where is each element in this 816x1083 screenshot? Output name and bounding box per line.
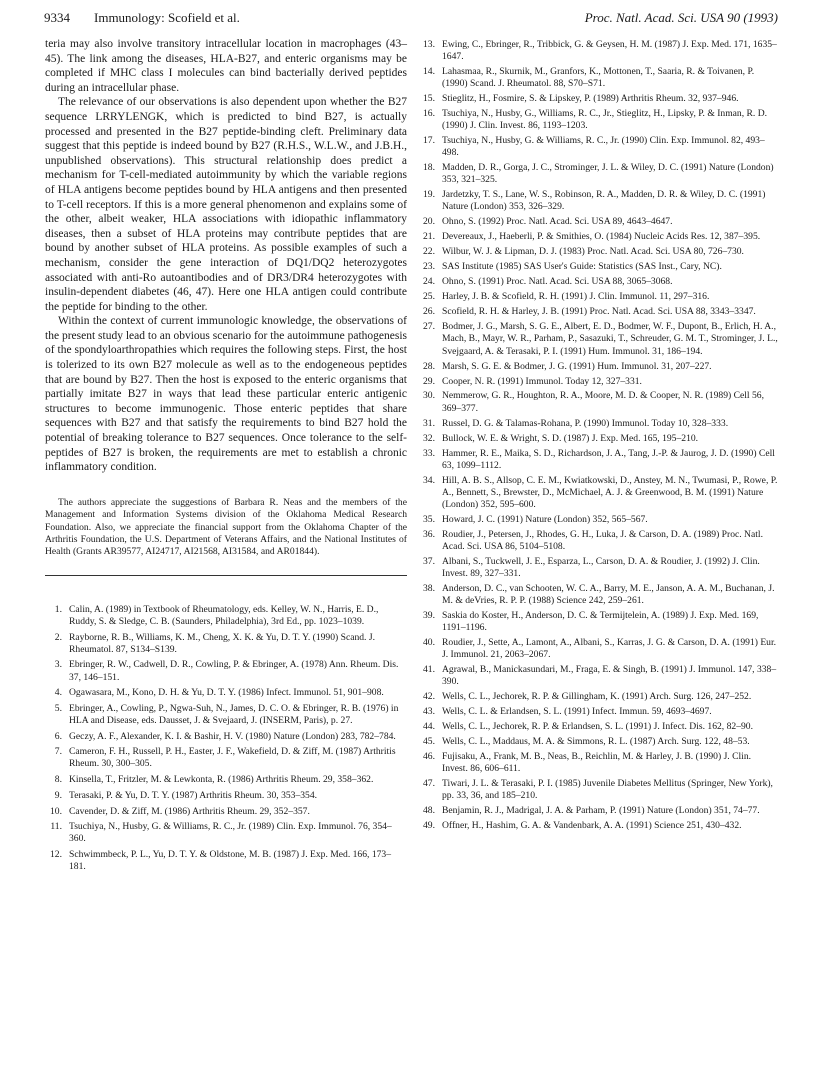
reference-item: [418, 610, 778, 634]
reference-item: [418, 820, 778, 832]
reference-item: [418, 433, 778, 445]
right-column: [418, 39, 778, 835]
reference-text: Wilbur, W. J. & Lipman, D. J. (1983) Proc. Natl. Acad. Sci. USA 80, 726–730.: [442, 246, 744, 258]
reference-number: 6.: [54, 730, 62, 742]
reference-number: 34.: [423, 474, 435, 486]
reference-text: Roudier, J., Petersen, J., Rhodes, G. H., Luka, J. & Carson, D. A. (1989) Proc. Natl. Acad. Sci. USA 86, 5104–5108.: [442, 528, 763, 552]
reference-item: [418, 231, 778, 243]
reference-text: Ohno, S. (1991) Proc. Natl. Acad. Sci. USA 88, 3065–3068.: [442, 276, 673, 288]
reference-item: [45, 774, 407, 786]
reference-number: 49.: [423, 820, 435, 832]
reference-text: Agrawal, B., Manickasundari, M., Fraga, E. & Singh, B. (1991) J. Immunol. 147, 338–390.: [442, 664, 777, 688]
reference-item: [418, 276, 778, 288]
reference-text: Hill, A. B. S., Allsop, C. E. M., Kwiatkowski, D., Anstey, M. N., Twumasi, P., Rowe, P. A., Bennett, S., Brewster, D., McMichael, A. J. & Greenwood, B. M. (1991) Nature (London) 352, 595–600.: [442, 474, 778, 510]
reference-text: Cavender, D. & Ziff, M. (1986) Arthritis Rheum. 29, 352–357.: [69, 805, 310, 817]
reference-number: 13.: [423, 39, 435, 50]
reference-text: Scofield, R. H. & Harley, J. B. (1991) Proc. Natl. Acad. Sci. USA 88, 3343–3347.: [442, 306, 756, 318]
reference-text: Ebringer, A., Cowling, P., Ngwa-Suh, N., James, D. C. O. & Ebringer, R. B. (1976) in HLA and Disease, eds. Dausset, J. & Svejaard, J. (INSERM, Paris), p. 27.: [69, 702, 399, 726]
reference-text: Madden, D. R., Gorga, J. C., Strominger, J. L. & Wiley, D. C. (1991) Nature (London) 353, 321–325.: [442, 162, 774, 186]
reference-number: 18.: [423, 162, 435, 174]
reference-number: 9.: [54, 789, 62, 801]
reference-item: [418, 108, 778, 132]
reference-number: 11.: [50, 821, 62, 833]
reference-item: [418, 321, 778, 357]
reference-text: Russel, D. G. & Talamas-Rohana, P. (1990) Immunol. Today 10, 328–333.: [442, 417, 729, 429]
reference-number: 42.: [423, 691, 435, 703]
reference-text: Roudier, J., Sette, A., Lamont, A., Albani, S., Karras, J. G. & Carson, D. A. (1991) Eur. J. Immunol. 21, 2063–2067.: [442, 637, 777, 661]
reference-number: 27.: [423, 321, 435, 333]
reference-item: [45, 604, 407, 628]
reference-text: SAS Institute (1985) SAS User's Guide: Statistics (SAS Inst., Cary, NC).: [442, 261, 722, 273]
reference-text: Marsh, S. G. E. & Bodmer, J. G. (1991) Hum. Immunol. 31, 207–227.: [442, 360, 712, 372]
reference-item: [418, 664, 778, 688]
reference-text: Cameron, F. H., Russell, P. H., Easter, J. F., Wakefield, D. & Ziff, M. (1987) Arthritis Rheum. 30, 300–305.: [69, 746, 396, 770]
reference-text: Fujisaku, A., Frank, M. B., Neas, B., Reichlin, M. & Harley, J. B. (1990) J. Clin. Invest. 86, 606–611.: [442, 751, 752, 775]
reference-item: [418, 189, 778, 213]
reference-text: Albani, S., Tuckwell, J. E., Esparza, L., Carson, D. A. & Roudier, J. (1992) J. Clin. Invest. 89, 327–331.: [442, 555, 760, 579]
reference-number: 40.: [423, 637, 435, 649]
reference-number: 28.: [423, 360, 435, 372]
reference-item: [45, 731, 407, 743]
reference-text: Devereaux, J., Haeberli, P. & Smithies, O. (1984) Nucleic Acids Res. 12, 387–395.: [442, 231, 761, 243]
acknowledgment: The authors appreciate the suggestions of Barbara R. Neas and the members of the Management and Information Systems division of the Oklahoma Medical Research Foundation. Also, we appreciate the financial support from the Oklahoma Chapter of the Arthritis Foundation, the U.S. Department of Veterans Affairs, and the National Institutes of Health (Grants AR39577, AI24717, AI21568, AI31584, and AR01844).: [45, 496, 407, 558]
reference-item: [418, 721, 778, 733]
reference-item: [418, 556, 778, 580]
reference-text: Ogawasara, M., Kono, D. H. & Yu, D. T. Y. (1986) Infect. Immunol. 51, 901–908.: [69, 687, 384, 699]
running-header: [44, 10, 778, 28]
reference-number: 46.: [423, 751, 435, 763]
reference-number: 7.: [54, 746, 62, 758]
reference-text: Calin, A. (1989) in Textbook of Rheumatology, eds. Kelley, W. N., Harris, E. D., Ruddy, S. & Sledge, C. B. (Saunders, Philadelphia), 3rd Ed., pp. 1023–1039.: [69, 603, 379, 627]
body-paragraph: The relevance of our observations is also dependent upon whether the B27 sequence LRRYLENGK, which is predicted to bind B27, is actually processed and presented in the B27 peptide-binding cleft. Preliminary data suggest that this peptide is indeed bound by B27 (R.H.S., W.L.W., and J.B.H., unpublished observations). This structural relationship does predict a mechanism for T-cell-mediated autoimmunity by which the variable regions of HLA antigens become peptides bound by HLA antigens and then presented to T-cell receptors. If this is a more general phenomenon and explains some of the other, albeit weaker, HLA associations with idiopathic inflammatory diseases, then a subset of HLA proteins may contribute peptides that are bound by another subset of HLA proteins. As possible examples of such a mechanism, consider the gene interaction of DQ1/DQ2 heterozygotes associated with anti-Ro autoantibodies and of DR3/DR4 heterozygotes with insulin-dependent diabetes (46, 47). Here one HLA antigen could contribute the peptide for binding to the other.: [45, 96, 407, 313]
reference-number: 4.: [54, 687, 62, 699]
reference-number: 5.: [54, 702, 62, 714]
reference-item: [418, 39, 778, 63]
reference-text: Hammer, R. E., Maika, S. D., Richardson, J. A., Tang, J.-P. & Jaurog, J. D. (1990) Cell 63, 1099–1112.: [442, 447, 775, 471]
left-column: [45, 37, 407, 877]
reference-number: 45.: [423, 736, 435, 748]
reference-text: Anderson, D. C., van Schooten, W. C. A., Barry, M. E., Janson, A. A. M., Buchanan, J. M. & deVries, R. P. P. (1988) Science 242, 259–261.: [442, 582, 775, 607]
reference-number: 23.: [423, 261, 435, 273]
reference-text: Bodmer, J. G., Marsh, S. G. E., Albert, E. D., Bodmer, W. F., Dupont, B., Erlich, H. A., Mach, B., Mayr, W. R., Parham, P., Sasazuki, T., Schreuder, G. M. T., Strominger, J. L., Svejgaard, A. & Terasaki, P. I. (1991) Hum. Immunol. 31, 186–194.: [442, 321, 778, 357]
reference-item: [45, 632, 407, 656]
reference-number: 25.: [423, 291, 435, 303]
reference-item: [418, 691, 778, 703]
reference-number: 21.: [423, 231, 435, 243]
reference-number: 39.: [423, 610, 435, 621]
reference-number: 1.: [54, 603, 62, 615]
reference-item: [418, 291, 778, 303]
reference-text: Wells, C. L., Jechorek, R. P. & Gillingham, K. (1991) Arch. Surg. 126, 247–252.: [442, 691, 752, 703]
reference-text: Bullock, W. E. & Wright, S. D. (1987) J. Exp. Med. 165, 195–210.: [442, 432, 699, 444]
reference-text: Wells, C. L. & Erlandsen, S. L. (1991) Infect. Immun. 59, 4693–4697.: [442, 706, 712, 718]
reference-item: [418, 261, 778, 273]
reference-text: Cooper, N. R. (1991) Immunol. Today 12, 327–331.: [442, 375, 642, 387]
reference-text: Ebringer, R. W., Cadwell, D. R., Cowling, P. & Ebringer, A. (1978) Ann. Rheum. Dis. 37, 146–151.: [69, 659, 399, 683]
reference-item: [418, 751, 778, 775]
reference-number: 12.: [50, 848, 62, 860]
reference-item: [418, 583, 778, 607]
reference-item: [418, 162, 778, 186]
reference-item: [418, 706, 778, 718]
reference-text: Jardetzky, T. S., Lane, W. S., Robinson, R. A., Madden, D. R. & Wiley, D. C. (1991) Nature (London) 353, 326–329.: [442, 189, 766, 213]
reference-number: 2.: [54, 631, 62, 643]
reference-item: [45, 703, 407, 727]
reference-item: [418, 93, 778, 105]
reference-list-left: [45, 604, 407, 873]
reference-item: [45, 659, 407, 683]
reference-list-right: [418, 39, 778, 832]
reference-text: Ohno, S. (1992) Proc. Natl. Acad. Sci. USA 89, 4643–4647.: [442, 216, 673, 228]
section-title: Immunology: Scofield et al.: [94, 10, 240, 25]
section-divider: [45, 575, 407, 576]
reference-number: 14.: [423, 66, 435, 78]
reference-number: 20.: [423, 216, 435, 228]
reference-text: Tiwari, J. L. & Terasaki, P. I. (1985) Juvenile Diabetes Mellitus (Springer, New York), pp. 33, 36, and 185–210.: [442, 778, 773, 802]
reference-item: [418, 736, 778, 748]
reference-number: 37.: [423, 555, 435, 567]
reference-item: [45, 746, 407, 770]
reference-number: 32.: [423, 432, 435, 444]
reference-text: Schwimmbeck, P. L., Yu, D. T. Y. & Oldstone, M. B. (1987) J. Exp. Med. 166, 173–181.: [69, 848, 392, 873]
reference-text: Tsuchiya, N., Husby, G. & Williams, R. C., Jr. (1989) Clin. Exp. Immunol. 76, 354–360.: [69, 821, 392, 845]
reference-item: [418, 637, 778, 661]
reference-item: [45, 849, 407, 873]
reference-item: [418, 418, 778, 430]
reference-item: [45, 790, 407, 802]
reference-text: Tsuchiya, N., Husby, G., Williams, R. C., Jr., Stieglitz, H., Lipsky, P. & Inman, R. D. (1990) J. Clin. Invest. 86, 1193–1203.: [442, 108, 768, 132]
reference-item: [418, 66, 778, 90]
reference-number: 19.: [423, 189, 435, 201]
reference-item: [418, 246, 778, 258]
reference-number: 8.: [54, 774, 62, 786]
reference-item: [418, 361, 778, 373]
reference-number: 3.: [54, 659, 62, 671]
reference-text: Stieglitz, H., Fosmire, S. & Lipskey, P. (1989) Arthritis Rheum. 32, 937–946.: [442, 93, 739, 105]
reference-item: [418, 135, 778, 159]
reference-item: [45, 821, 407, 845]
reference-text: Wells, C. L., Jechorek, R. P. & Erlandsen, S. L. (1991) J. Infect. Dis. 162, 82–90.: [442, 721, 753, 733]
reference-text: Kinsella, T., Fritzler, M. & Lewkonta, R. (1986) Arthritis Rheum. 29, 358–362.: [69, 774, 374, 786]
reference-number: 30.: [423, 390, 435, 402]
reference-item: [45, 806, 407, 818]
reference-number: 10.: [50, 805, 62, 817]
reference-item: [418, 529, 778, 553]
reference-item: [418, 778, 778, 802]
reference-number: 17.: [423, 135, 435, 147]
reference-number: 15.: [423, 93, 435, 105]
page-number: 9334: [44, 10, 70, 25]
reference-number: 24.: [423, 276, 435, 288]
reference-number: 38.: [423, 582, 435, 594]
reference-text: Ewing, C., Ebringer, R., Tribbick, G. & Geysen, H. M. (1987) J. Exp. Med. 171, 1635–1647.: [442, 39, 777, 63]
reference-number: 31.: [423, 417, 435, 429]
reference-number: 26.: [423, 306, 435, 318]
body-paragraph: teria may also involve transitory intracellular location in macrophages (43–45). The link among the diseases, HLA-B27, and enteric organisms may be completed if MHC class I molecules can bind bacterially derived peptides during an intracellular phase.: [45, 38, 407, 94]
reference-item: [418, 514, 778, 526]
reference-text: Nemmerow, G. R., Houghton, R. A., Moore, M. D. & Cooper, N. R. (1989) Cell 56, 369–377.: [442, 390, 764, 414]
reference-number: 41.: [423, 664, 435, 676]
reference-text: Offner, H., Hashim, G. A. & Vandenbark, A. A. (1991) Science 251, 430–432.: [442, 820, 742, 832]
reference-item: [418, 805, 778, 817]
reference-text: Saskia do Koster, H., Anderson, D. C. & Termijtelein, A. (1989) J. Exp. Med. 169, 1191–1196.: [442, 610, 759, 634]
reference-item: [418, 376, 778, 388]
reference-text: Harley, J. B. & Scofield, R. H. (1991) J. Clin. Immunol. 11, 297–316.: [442, 291, 710, 303]
reference-item: [418, 475, 778, 511]
reference-text: Lahasmaa, R., Skurnik, M., Granfors, K., Mottonen, T., Saaria, R. & Toivanen, P. (1990) Scand. J. Rheumatol. 88, S70–S71.: [442, 66, 755, 90]
reference-number: 16.: [423, 108, 435, 120]
reference-number: 36.: [423, 528, 435, 540]
journal-citation: Proc. Natl. Acad. Sci. USA 90 (1993): [584, 10, 778, 25]
reference-number: 48.: [423, 805, 435, 817]
reference-text: Terasaki, P. & Yu, D. T. Y. (1987) Arthritis Rheum. 30, 353–354.: [69, 789, 318, 801]
reference-number: 29.: [423, 375, 435, 387]
reference-text: Rayborne, R. B., Williams, K. M., Cheng, X. K. & Yu, D. T. Y. (1990) Scand. J. Rheumatol. 87, S134–S139.: [69, 631, 375, 655]
reference-item: [418, 390, 778, 414]
reference-text: Howard, J. C. (1991) Nature (London) 352, 565–567.: [442, 513, 648, 525]
reference-number: 44.: [423, 721, 435, 733]
body-paragraph: Within the context of current immunologic knowledge, the observations of the present study lead to an obvious scenario for the autoimmune pathogenesis of the spondyloarthropathies which requires the following steps. First, the host is tolerized to its own B27 molecule as well as to the endogeneous peptides that are bound by B27. Then the host is exposed to the enteric organisms that partially imitate B27 in ways that lead these particular enteric antigenic structures to become immunogenic. Those enteric peptides that share sequences with B27 and that satisfy the requirements to bind B27 hold the potential of breaking tolerance to B27 sequences. Once tolerance to the self-peptides of B27 is broken, the requirements are met to establish a chronic inflammatory condition.: [45, 315, 407, 474]
reference-number: 33.: [423, 447, 435, 459]
reference-number: 47.: [423, 778, 435, 790]
reference-item: [418, 306, 778, 318]
reference-number: 35.: [423, 513, 435, 525]
reference-item: [418, 216, 778, 228]
reference-item: [418, 448, 778, 472]
reference-number: 43.: [423, 706, 435, 718]
reference-text: Wells, C. L., Maddaus, M. A. & Simmons, R. L. (1987) Arch. Surg. 122, 48–53.: [442, 736, 750, 748]
reference-text: Benjamin, R. J., Madrigal, J. A. & Parham, P. (1991) Nature (London) 351, 74–77.: [442, 805, 760, 817]
reference-text: Tsuchiya, N., Husby, G. & Williams, R. C., Jr. (1990) Clin. Exp. Immunol. 82, 493–498.: [442, 135, 765, 159]
reference-number: 22.: [423, 246, 435, 258]
reference-text: Geczy, A. F., Alexander, K. I. & Bashir, H. V. (1980) Nature (London) 283, 782–784.: [69, 730, 396, 742]
reference-item: [45, 687, 407, 699]
